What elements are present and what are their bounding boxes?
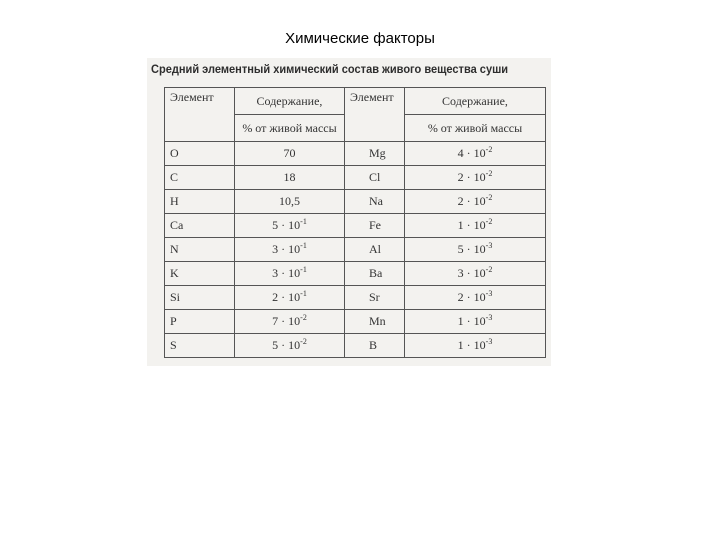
cell-element-1: [165, 262, 235, 286]
cell-element-2-text: Al: [369, 242, 381, 256]
header-content-1-line1: Содержание,: [256, 93, 323, 108]
cell-element-1: [165, 214, 235, 238]
table-row: [165, 214, 546, 238]
cell-content-2-exponent: -2: [485, 193, 493, 202]
cell-content-1-exponent: -1: [300, 217, 307, 226]
header-element-1-label: Элемент: [170, 90, 214, 104]
cell-content-2-exponent: -3: [485, 289, 493, 298]
cell-content-2-exponent: -2: [485, 265, 493, 274]
cell-content-2-text: 2 · 10: [457, 170, 486, 184]
cell-element-1-text: Ca: [170, 218, 184, 232]
cell-content-1-text: 5 · 10: [272, 338, 301, 352]
header-content-1: [235, 88, 345, 115]
cell-element-1: [165, 334, 235, 358]
cell-element-2-text: Mn: [369, 314, 386, 328]
cell-content-1-exponent: -2: [300, 337, 307, 346]
cell-content-2-exponent: -3: [485, 241, 493, 250]
cell-content-2-text: 4 · 10: [457, 146, 486, 160]
table-row: [165, 286, 546, 310]
header-element-2-label: Элемент: [350, 90, 394, 104]
table-row: [165, 238, 546, 262]
cell-element-1-text: C: [170, 170, 179, 184]
cell-content-2: [405, 310, 546, 334]
cell-content-1-exponent: -1: [300, 289, 307, 298]
cell-element-1-text: Si: [170, 290, 181, 304]
cell-content-1: [235, 286, 345, 310]
cell-content-2-exponent: -2: [485, 169, 493, 178]
table-header-row: [165, 88, 546, 115]
cell-content-1-exponent: -1: [300, 241, 307, 250]
header-content-2-sub: [405, 115, 546, 142]
cell-element-2: [345, 166, 405, 190]
table-caption: Средний элементный химический состав живого вещества суши: [151, 62, 509, 76]
header-content-2-line2: % от живой массы: [427, 120, 523, 135]
cell-content-1-text: 70: [283, 146, 296, 160]
cell-element-2-text: Fe: [369, 218, 381, 232]
table-row: [165, 310, 546, 334]
cell-element-1-text: S: [170, 338, 177, 352]
cell-element-2-text: B: [369, 338, 378, 352]
cell-element-1: [165, 238, 235, 262]
cell-content-1-text: 2 · 10: [272, 290, 301, 304]
cell-content-1: [235, 190, 345, 214]
cell-element-1: [165, 310, 235, 334]
cell-content-2-text: 2 · 10: [457, 290, 486, 304]
cell-content-2-exponent: -3: [485, 313, 493, 322]
cell-element-2: [345, 310, 405, 334]
cell-content-2: [405, 214, 546, 238]
cell-content-2-exponent: -3: [485, 337, 493, 346]
cell-content-1-text: 7 · 10: [272, 314, 301, 328]
cell-content-2-text: 2 · 10: [457, 194, 486, 208]
cell-content-2: [405, 262, 546, 286]
element-composition-table: [164, 87, 546, 358]
cell-element-1-text: O: [170, 146, 179, 160]
header-content-1-sub: [235, 115, 345, 142]
cell-element-2-text: Mg: [369, 146, 386, 160]
cell-content-2-text: 1 · 10: [457, 218, 486, 232]
cell-content-2-text: 5 · 10: [457, 242, 486, 256]
cell-content-1: [235, 142, 345, 166]
cell-content-2: [405, 334, 546, 358]
cell-content-1-text: 5 · 10: [272, 218, 301, 232]
cell-content-1: [235, 334, 345, 358]
cell-content-2: [405, 142, 546, 166]
cell-content-2: [405, 238, 546, 262]
cell-content-1-exponent: -2: [300, 313, 307, 322]
slide-title: Химические факторы: [285, 30, 435, 47]
cell-element-2: [345, 286, 405, 310]
table-row: [165, 142, 546, 166]
cell-element-2: [345, 334, 405, 358]
cell-element-1-text: P: [170, 314, 177, 328]
table-row: [165, 166, 546, 190]
cell-content-2-text: 1 · 10: [457, 314, 486, 328]
cell-element-1-text: N: [170, 242, 179, 256]
cell-content-1: [235, 238, 345, 262]
cell-element-1: [165, 190, 235, 214]
table-row: [165, 334, 546, 358]
cell-content-2: [405, 286, 546, 310]
cell-content-2-text: 1 · 10: [457, 338, 486, 352]
cell-element-1-text: H: [170, 194, 179, 208]
cell-content-1: [235, 262, 345, 286]
header-element-1: [165, 88, 235, 142]
cell-element-1-text: K: [170, 266, 179, 280]
header-content-2-line1: Содержание,: [442, 93, 508, 108]
cell-element-2: [345, 214, 405, 238]
header-content-1-line2: % от живой массы: [242, 120, 337, 135]
cell-element-2-text: Sr: [369, 290, 380, 304]
cell-element-2-text: Cl: [369, 170, 381, 184]
cell-element-2: [345, 190, 405, 214]
cell-content-1: [235, 310, 345, 334]
cell-element-2-text: Na: [369, 194, 383, 208]
table-row: [165, 262, 546, 286]
cell-element-2: [345, 238, 405, 262]
cell-content-2: [405, 190, 546, 214]
header-element-2: [345, 88, 405, 142]
cell-content-1: [235, 166, 345, 190]
cell-element-2: [345, 262, 405, 286]
cell-content-2-exponent: -2: [485, 145, 493, 154]
cell-content-1-text: 3 · 10: [272, 242, 301, 256]
cell-element-2-text: Ba: [369, 266, 383, 280]
cell-content-2-text: 3 · 10: [457, 266, 486, 280]
cell-content-2-exponent: -2: [485, 217, 493, 226]
cell-content-1-text: 10,5: [279, 194, 300, 208]
header-content-2: [405, 88, 546, 115]
cell-content-1-text: 3 · 10: [272, 266, 301, 280]
cell-element-1: [165, 286, 235, 310]
cell-content-1-exponent: -1: [300, 265, 307, 274]
cell-element-1: [165, 166, 235, 190]
cell-content-1: [235, 214, 345, 238]
cell-content-1-text: 18: [283, 170, 296, 184]
table-row: [165, 190, 546, 214]
cell-element-2: [345, 142, 405, 166]
cell-element-1: [165, 142, 235, 166]
cell-content-2: [405, 166, 546, 190]
